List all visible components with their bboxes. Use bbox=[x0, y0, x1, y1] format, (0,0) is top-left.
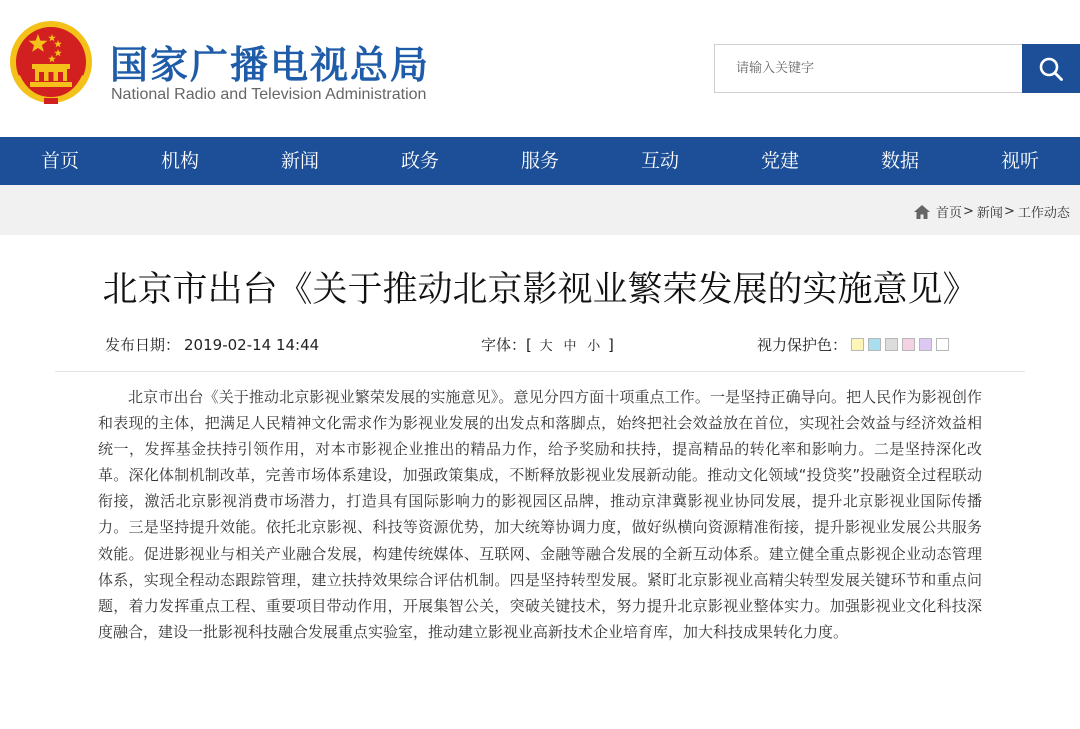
breadcrumb-work-news-link[interactable]: 工作动态 bbox=[1017, 206, 1070, 221]
eye-color-swatch-white[interactable] bbox=[936, 338, 949, 351]
nav-item-interaction[interactable]: 互动 bbox=[640, 150, 679, 172]
bracket-open: [ bbox=[526, 336, 532, 354]
site-subtitle-english: National Radio and Television Administration bbox=[111, 86, 427, 103]
breadcrumb-home-link[interactable]: 首页 bbox=[936, 206, 963, 221]
article-title: 北京市出台《关于推动北京影视业繁荣发展的实施意见》 bbox=[102, 270, 978, 310]
eye-color-swatch-blue[interactable] bbox=[868, 338, 881, 351]
home-icon bbox=[914, 205, 930, 219]
nav-item-data[interactable]: 数据 bbox=[880, 150, 919, 172]
eye-protection-colors bbox=[757, 334, 949, 355]
publish-date-label: 发布日期： bbox=[105, 336, 181, 354]
font-size-label: 字体： bbox=[481, 336, 527, 354]
nav-item-services[interactable]: 服务 bbox=[520, 150, 559, 172]
site-title[interactable]: 国家广播电视总局 bbox=[110, 43, 431, 87]
breadcrumb-bar bbox=[0, 185, 1080, 235]
breadcrumb-news-link[interactable]: 新闻 bbox=[976, 206, 1003, 221]
nav-item-organization[interactable]: 机构 bbox=[160, 150, 199, 172]
main-nav bbox=[0, 137, 1080, 185]
search-icon bbox=[1038, 56, 1064, 82]
eye-protection-label: 视力保护色： bbox=[757, 336, 848, 354]
publish-date-value: 2019-02-14 14:44 bbox=[184, 336, 320, 354]
nav-item-audiovisual[interactable]: 视听 bbox=[1000, 150, 1039, 172]
search-box bbox=[714, 44, 1022, 93]
nav-item-home[interactable]: 首页 bbox=[40, 150, 79, 172]
search-input[interactable] bbox=[715, 45, 1022, 92]
eye-color-swatch-gray[interactable] bbox=[885, 338, 898, 351]
breadcrumb-separator: > bbox=[1003, 204, 1015, 219]
national-emblem-icon[interactable] bbox=[8, 18, 94, 106]
font-size-small-button[interactable]: 小 bbox=[587, 339, 601, 354]
font-size-large-button[interactable]: 大 bbox=[539, 339, 553, 354]
publish-date bbox=[105, 334, 319, 355]
article-body: 北京市出台《关于推动北京影视业繁荣发展的实施意见》。意见分四方面十项重点工作。一是坚持正确导向。把人民作为影视创作和表现的主体，把满足人民精神文化需求作为影视业发展的出发点和落脚点，始终把社会效益放在首位，实现社会效益与经济效益相统一，发挥基金扶持引领作用，对本市影视企业推出的精品力作，给予奖励和扶持，提高精品的转化率和影响力。二是坚持深化改革。深化体制机制改革，完善市场体系建设，加强政策集成，不断释放影视业发展新动能。推动文化领域“投贷奖”投融资全过程联动衔接，激活北京影视消费市场潜力，打造具有国际影响力的影视园区品牌，推动京津冀影视业协同发展，提升北京影视业国际传播力。三是坚持提升效能。依托北京影视、科技等资源优势，加大统筹协调力度，做好纵横向资源精准衔接，提升影视业发展公共服务效能。促进影视业与相关产业融合发展，构建传统媒体、互联网、金融等融合发展的全新互动体系。建立健全重点影视企业动态管理体系，实现全程动态跟踪管理，建立扶持效果综合评估机制。四是坚持转型发展。紧盯北京影视业高精尖转型发展关键环节和重点问题，着力发挥重点工程、重要项目带动作用，开展集智公关，突破关键技术，努力提升北京影视业整体实力。加强影视业文化科技深度融合，建设一批影视科技融合发展重点实验室，推动建立影视业高新技术企业培育库，加大科技成果转化力度。 bbox=[98, 388, 982, 641]
nav-item-party-building[interactable]: 党建 bbox=[760, 150, 799, 172]
meta-divider bbox=[55, 371, 1025, 372]
eye-color-swatch-yellow[interactable] bbox=[851, 338, 864, 351]
search-button[interactable] bbox=[1022, 44, 1080, 93]
font-size-medium-button[interactable]: 中 bbox=[563, 339, 577, 354]
nav-item-news[interactable]: 新闻 bbox=[280, 150, 319, 172]
article-meta bbox=[0, 332, 1080, 356]
breadcrumb-separator: > bbox=[963, 204, 974, 219]
breadcrumb bbox=[914, 202, 1070, 221]
font-size-control bbox=[481, 334, 614, 355]
eye-color-swatch-purple[interactable] bbox=[919, 338, 932, 351]
bracket-close: ] bbox=[608, 336, 614, 354]
eye-color-swatch-pink[interactable] bbox=[902, 338, 915, 351]
nav-item-government-affairs[interactable]: 政务 bbox=[400, 150, 439, 172]
site-header bbox=[0, 0, 1080, 137]
